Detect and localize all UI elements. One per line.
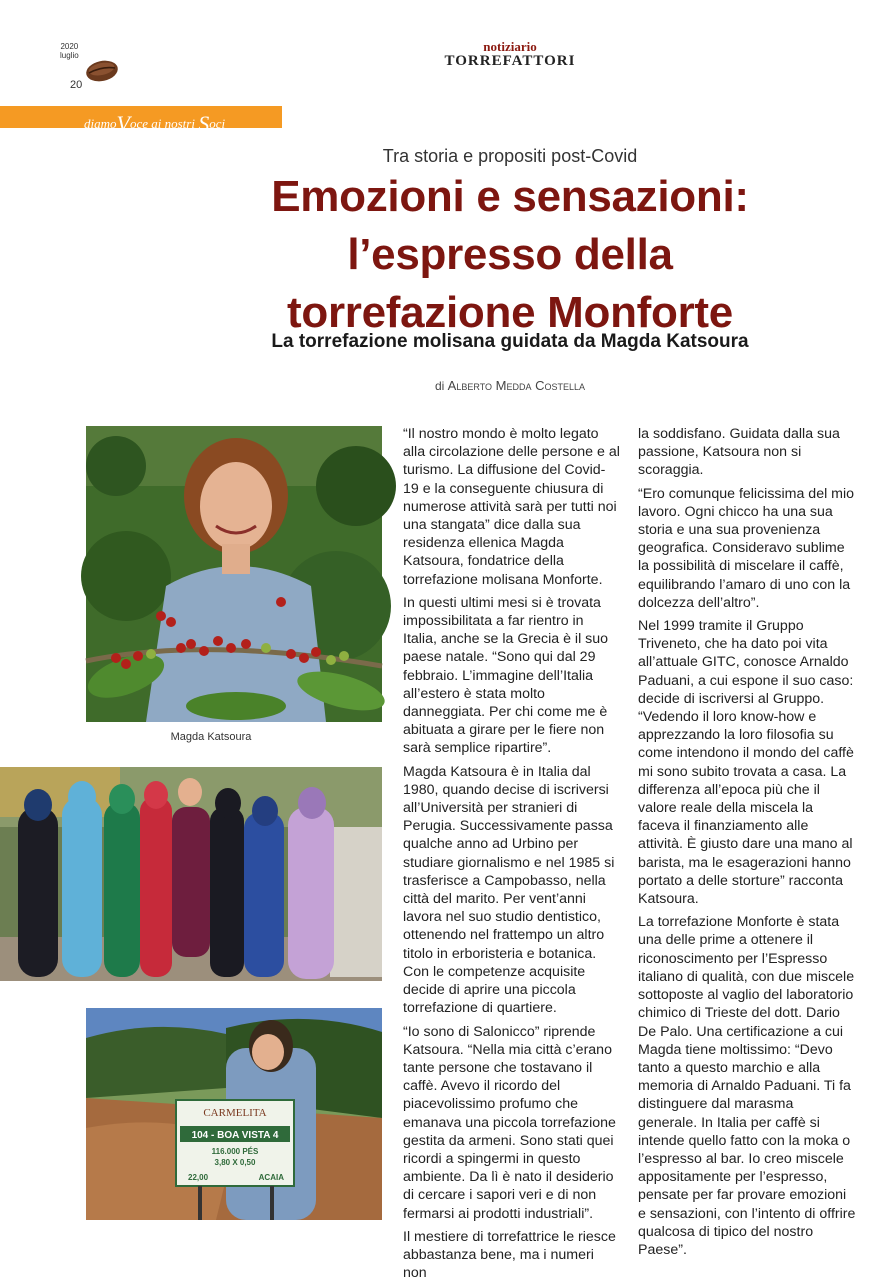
paragraph: “Il nostro mondo è molto legato alla circolazione delle persone e al turismo. La diffusione del Covid-19 e la conseguente chiusura di numerose attività sarà per tutti noi una stangata” dice dalla sua residenza ellenica Magda Katsoura, fondatrice della torrefazione molisana Monforte. [403,426,620,588]
masthead-bottom: TORREFATTORI [444,53,576,69]
title-line: Emozioni e sensazioni: [271,172,749,221]
page-number: 20 [70,79,83,91]
byline-prefix: di [434,379,445,393]
photo-caption: Magda Katsoura [170,731,252,743]
sign-line3-right: ACAIA [258,1173,284,1182]
masthead-logo [430,40,590,69]
photo-plantation-sign [86,1008,382,1220]
section-title: diamoVoce ai nostri Soci [84,111,226,136]
byline-author: Alberto Medda Costella [447,378,585,393]
masthead-top: notiziario [483,39,537,54]
coffee-bean-icon [84,58,120,84]
title-line: l’espresso della [347,230,673,279]
sign-brand: CARMELITA [203,1107,267,1119]
article-kicker: Tra storia e propositi post-Covid [382,146,638,166]
article-column-1 [403,425,621,1287]
section-band [0,106,282,136]
paragraph: Il mestiere di torrefattrice le riesce abbastanza bene, ma i numeri non [403,1228,616,1282]
sign-line1: 116.000 PÉS [211,1147,259,1156]
issue-year: 2020 [60,42,79,51]
photo-group [0,767,382,981]
paragraph: Magda Katsoura è in Italia dal 1980, quando decise di iscriversi all’Università per stranieri di Perugia. Successivamente passa qualche anno ad Urbino per studiare giornalismo e nel 1985 si trasferisce a Campobasso, nella città del marito. Per vent’anni lavora nel suo studio dentistico, ottenendo nel frattempo un altro titolo in erboristeria e botanica. Con le competenze acquisite decide di aprire una piccola torrefazione di quartiere. [403,763,615,1017]
photo-magda-coffee-plant [86,426,382,722]
paragraph: In questi ultimi mesi si è trovata impossibilitata a far rientro in Italia, anche se la Grecia è il suo paese natale. “Sono qui dal 29 febbraio. L’immagine dell’Italia all’estero è stata molto danneggiata. Per chi come me è abituata a girare per le fiere non sarà semplice ripartire”. [403,594,609,757]
sign-title: 104 - BOA VISTA 4 [191,1130,279,1141]
paragraph: “Io sono di Salonicco” riprende Katsoura. “Nella mia città c’erano tante persone che tostavano il caffè. Avevo il ricordo del piacevolissimo profumo che emanava una piccola torrefazione gestita da armeni. Sono stati quei ricordi a spingermi in questo ambiente. Da lì è nato il desiderio di cercare i sapori veri e di non fermarsi ai prodotti industriali”. [403,1023,616,1222]
sign-line3-left: 22,00 [188,1173,209,1182]
paragraph: Nel 1999 tramite il Gruppo Triveneto, che ha dato poi vita all’attuale GITC, conosce Arnaldo Paduani, a cui espone il suo caso: decide di iscriversi al Gruppo. “Vedendo il loro know-how e apprezzando la loro filosofia su come intendono il mondo del caffè mi sono subito trovata a casa. La differenza all’epoca più che il valore reale della miscela la faceva il finanziamento alle attività. È giusto dare una mano al barista, ma le esagerazioni hanno portato a delle storture” racconta Katsoura. [638,618,854,908]
paragraph: “Ero comunque felicissima del mio lavoro. Ogni chicco ha una sua storia e una sua provenienza geografica. Consideravo sublime la possibilità di miscelare il caffè, equilibrando l’amaro di uno con la dolcezza dell’altro”. [638,485,855,611]
sign-line2: 3,80 X 0,50 [214,1158,256,1167]
title-line: torrefazione Monforte [287,288,733,337]
article-column-2 [638,425,856,1264]
issue-date [60,42,79,60]
article-subtitle: La torrefazione molisana guidata da Magda Katsoura [271,331,749,352]
article-byline [380,378,640,393]
issue-month: luglio [60,51,79,60]
article-title [205,168,815,342]
paragraph: la soddisfano. Guidata dalla sua passione, Katsoura non si scoraggia. [638,426,840,479]
paragraph: La torrefazione Monforte è stata una delle prime a ottenere il riconoscimento per l’Espresso italiano di qualità, con due miscele sottoposte al vaglio del laboratorio chimico di Trieste del dott. Dario De Palo. Una certificazione a cui Magda tiene moltissimo: “Devo tanto a questo marchio e alla memoria di Arnaldo Paduani. Ti fa distinguere dal marasma generale. In Italia per caffè si intende quello fatto con la moka o l’espresso al bar. Io creo miscele appositamente per l’espresso, pensate per far provare emozioni e sensazioni, con l’intento di offrire qualcosa di tipico del nostro Paese”. [638,914,856,1258]
